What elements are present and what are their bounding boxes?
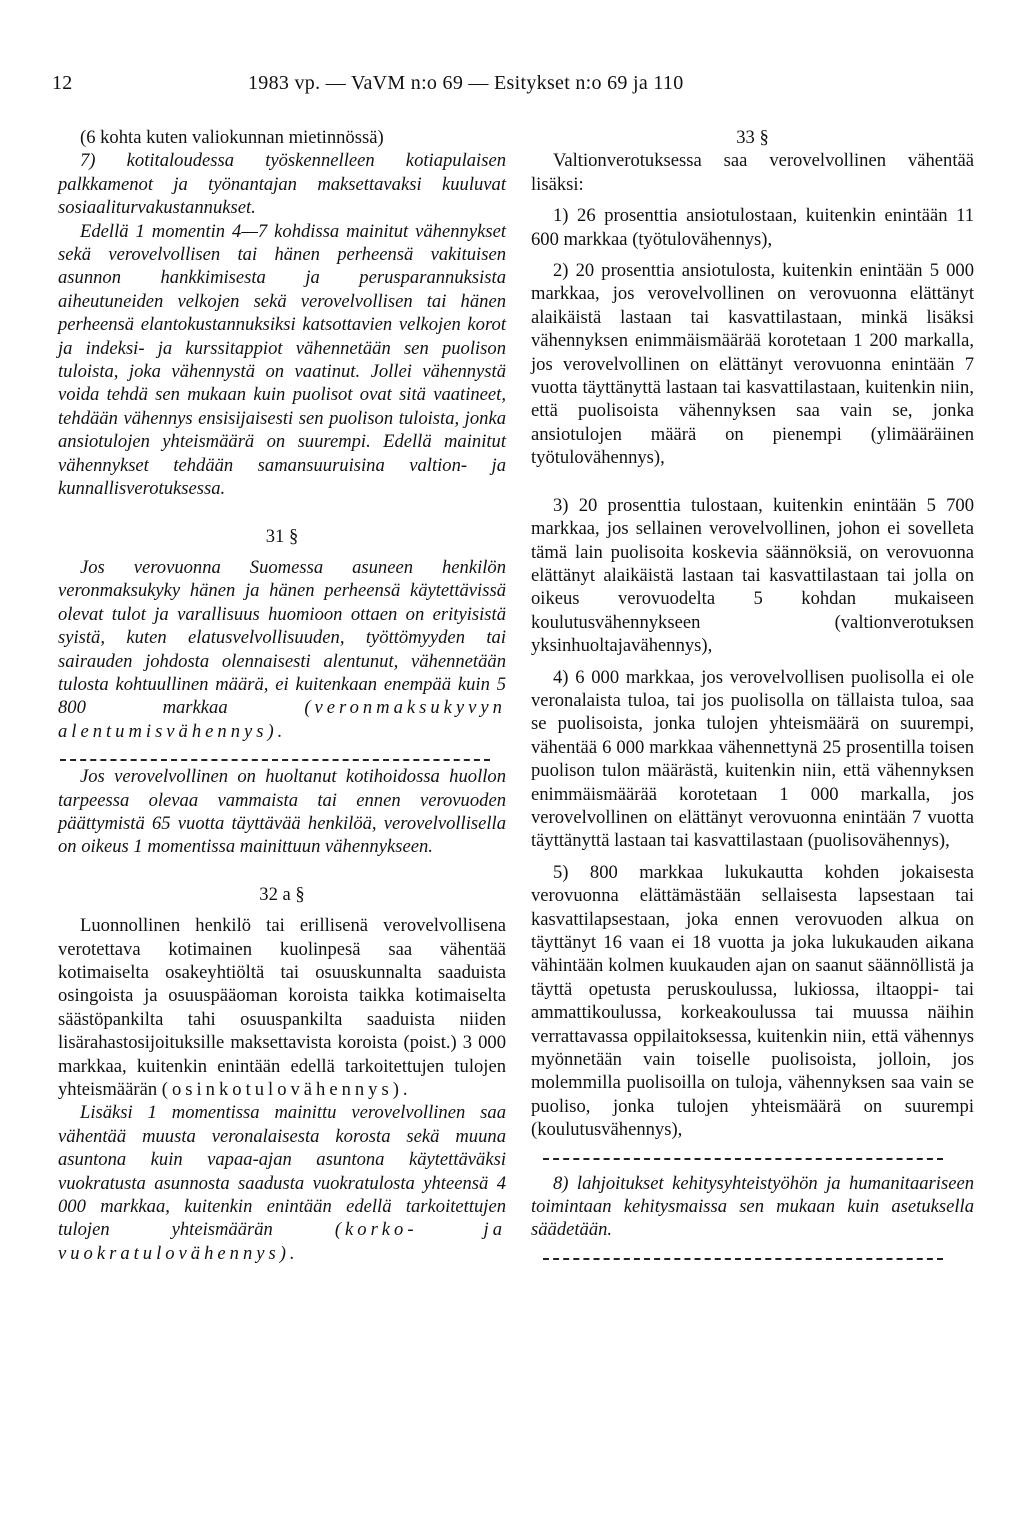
omission-divider <box>543 1246 943 1260</box>
right-column <box>531 126 974 1264</box>
item-4: 4) 6 000 markkaa, jos verovelvollisen puolisolla ei ole veronalaista tuloa, tai jos puolisolla on tällaista tuloa, saa se puolisoista, jonka tulojen yhteismäärä on suurempi, vähentää 6 000 markkaa vähennettynä 25 prosentilla toisen puolison tulon määrästä, kuitenkin niin, että vähennyksen enimmäismäärää korotetaan 1 000 markalla, jos verovelvollinen on elättänyt verovuonna enintään 7 vuotta täyttänyttä lastaan tai kasvattilastaan (puolisovähennys), <box>531 666 974 852</box>
page-header <box>52 72 972 102</box>
section-heading-31: 31 § <box>265 525 299 547</box>
paragraph-31-moment-2: Jos verovelvollinen on huoltanut kotihoidossa huollon tarpeessa olevaa vammaista tai ennen verovuoden päättymistä 65 vuotta täyttävää henkilöä, verovelvollisella on oikeus 1 momentissa mainittuun vähennykseen. <box>58 766 506 858</box>
item-8: 8) lahjoitukset kehitysyhteistyöhön ja humanitaariseen toimintaan kehitysmaissa sen mukaan kuin asetuksella säädetään. <box>531 1172 974 1241</box>
section-33-lead: Valtionverotuksessa saa verovelvollinen vähentää lisäksi: <box>531 150 974 195</box>
paragraph-lisaksi <box>58 1101 506 1265</box>
paragraph-edella: Edellä 1 momentin 4—7 kohdissa mainitut vähennykset sekä verovelvollisen tai hänen perheensä vakituisen asunnon hankkimisesta ja perusparannuksista aiheutuneiden velkojen sekä verovelvollisen tai hänen perheensä elantokustannuksiksi katsottavien velkojen korot ja indeksi- ja kurssitappiot vähennetään sen puolison tuloista, joka vähennystä on vaatinut. Jollei vähennystä voida tehdä sen mukaan kuin puolisot ovat sitä vaatineet, tehdään vähennys ensisijaisesti sen puolison tuloista, jonka ansiotulojen yhteismäärä on suurempi. Edellä mainitut vähennykset tehdään samansuuruisina valtion- ja kunnallisverotuksessa. <box>58 220 506 500</box>
section-heading-32a: 32 a § <box>259 883 305 905</box>
paragraph-31 <box>58 556 506 743</box>
left-column <box>58 126 506 1265</box>
paragraph-lisaksi-term: (korko- ja vuokratulovähennys). <box>58 1219 506 1264</box>
item-2: 2) 20 prosenttia ansiotulosta, kuitenkin enintään 5 000 markkaa, jos verovelvollinen on verovuonna elättänyt alaikäistä lastaan tai kasvattilastaan, minkä lisäksi vähennyksen enimmäismäärää korotetaan 1 200 markalla, jos verovelvollinen on elättänyt verovuonna enintään 7 vuotta täyttänyttä lastaan tai kasvattilastaan, kuitenkin niin, että puolisoista vähennyksen saa vain se, jonka ansiotulojen määrä on pienempi (ylimääräinen työtulovähennys), <box>531 260 974 469</box>
item-7: 7) kotitaloudessa työskennelleen kotiapulaisen palkkamenot ja työnantajan maksettavaksi kuuluvat sosiaaliturvakustannukset. <box>58 150 506 219</box>
paragraph-32a-italic: 3 000 markkaa, kuitenkin enintään edellä tarkoitettujen tulojen yhteismäärän <box>58 1032 506 1101</box>
omission-divider <box>543 1146 943 1160</box>
item-1: 1) 26 prosenttia ansiotulostaan, kuitenkin enintään 11 600 markkaa (työtulovähennys), <box>531 205 974 250</box>
paragraph-32a-term: (osinkotulovähennys). <box>161 1079 412 1101</box>
paragraph-32a <box>58 914 506 1101</box>
paragraph-31-text: Jos verovuonna Suomessa asuneen henkilön veronmaksukyky hänen ja hänen perheensä käytettävissä olevat tulot ja varallisuus huomioon ottaen on erityisistä syistä, kuten elatusvelvollisuuden, työttömyyden tai sairauden johdosta olennaisesti alentunut, vähennetään tulosta kohtuullinen määrä, ei kuitenkaan enempää kuin 5 800 markkaa <box>58 556 506 719</box>
paragraph-31-term: (veronmaksukyvyn alentumisvähennys). <box>58 697 506 742</box>
intro-note: (6 kohta kuten valiokunnan mietinnössä) <box>80 127 384 148</box>
paragraph-32a-text: Luonnollinen henkilö tai erillisenä verovelvollisena verotettava kotimainen kuolinpesä saa vähentää kotimaiselta osakeyhtiöltä tai osuuskunnalta saaduista osingoista ja osuuspääoman koroista taikka kotimaiselta säästöpankilta tahi osuuspankilta saaduista niiden lisärahastosijoituksille maksettavista koroista (poist.) <box>58 915 506 1054</box>
item-3: 3) 20 prosenttia tulostaan, kuitenkin enintään 5 700 markkaa, jos sellainen verovelvollinen, johon ei sovelleta tämä lain puolisoita koskevia säännöksiä, on verovuonna elättänyt alaikäistä lastaan tai kasvattilastaan tai jolla on oikeus verovuodelta 5 kohdan mukaiseen koulutusvähennykseen (valtionverotuksen yksinhuoltajavähennys), <box>531 494 974 657</box>
section-heading-33: 33 § <box>736 127 769 148</box>
item-5: 5) 800 markkaa lukukautta kohden jokaisesta verovuonna elättämästään sellaisesta lapsestaan tai kasvattilapsestaan, joka ennen verovuoden alkua on täyttänyt 16 vaan ei 18 vuotta ja joka lukukauden aikana vähintään kolmen kuukauden ajan on saanut säännöllistä ja täyttä opetusta peruskoulussa, lukiossa, iltaoppi- tai ammattikoulussa, korkeakoulussa tai muussa näihin verrattavassa oppilaitoksessa, kuitenkin niin, että vähennys myönnetään vain toiselle puolisoista, jolloin, jos molemmilla puolisoilla on tuloja, vähennyksen saa vain se puoliso, jonka tulojen yhteismäärä on suurempi (koulutusvähennys), <box>531 861 974 1141</box>
paragraph-lisaksi-text: Lisäksi 1 momentissa mainittu verovelvollinen saa vähentää muusta veronalaisesta korosta sekä muuna asuntona kuin vapaa-ajan asuntona käytettäväksi vuokratusta asunnosta saadusta vuokratulosta yhteensä 4 000 markkaa, kuitenkin enintään edellä tarkoitettujen tulojen yhteismäärän <box>58 1102 506 1241</box>
page-number: 12 <box>52 72 73 94</box>
omission-divider <box>60 747 490 761</box>
running-title: 1983 vp. — VaVM n:o 69 — Esitykset n:o 69 ja 110 <box>248 72 684 94</box>
